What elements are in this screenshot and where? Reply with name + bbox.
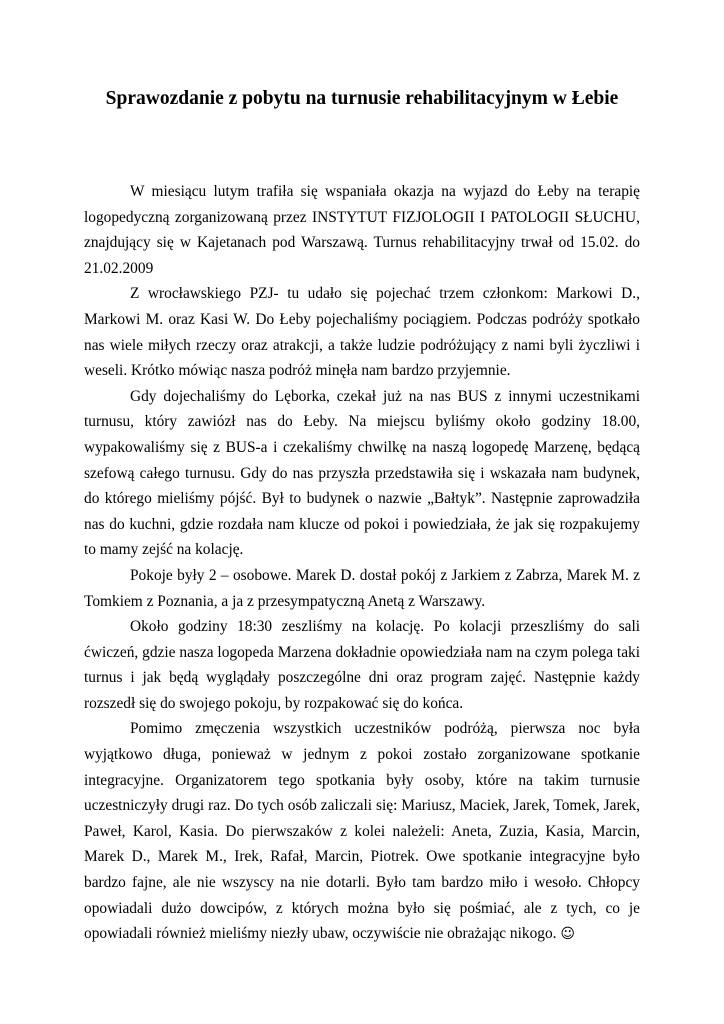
paragraph-intro: W miesiącu lutym trafiła się wspaniała okazja na wyjazd do Łeby na terapię logopedyczną zorganizowaną przez INSTYTUT FIZJOLOGII I PATOLOGII SŁUCHU, znajdujący się w Kajetanach pod Warszawą. Turnus rehabilitacyjny trwał od 15.02. do 21.02.2009 bbox=[84, 183, 640, 277]
paragraph-first-night-text: Pomimo zmęczenia wszystkich uczestników podróżą, pierwsza noc była wyjątkowo długa, ponieważ w jednym z pokoi zostało zorganizowane spotkanie integracyjne. Organizatorem tego spotkania były osoby, które na takim turnusie uczestniczyły drugi raz. Do tych osób zaliczali się: Mariusz, Maciek, Jarek, Tomek, Jarek, Paweł, Karol, Kasia. Do pierwszaków z kolei należeli: Aneta, Zuzia, Kasia, Marcin, Marek D., Marek M., Irek, Rafał, Marcin, Piotrek. Owe spotkanie integracyjne było bardzo fajne, ale nie wszyscy na nie dotarli. Było tam bardzo miło i wesoło. Chłopcy opowiadali dużo dowcipów, z których można było się pośmiać, ale z tych, co je opowiadali również mieliśmy niezły ubaw, oczywiście nie obrażając nikogo. bbox=[84, 720, 640, 943]
document-title: Sprawozdanie z pobytu na turnusie rehabilitacyjnym w Łebie bbox=[105, 88, 619, 109]
paragraph-rooms: Pokoje były 2 – osobowe. Marek D. dostał pokój z Jarkiem z Zabrza, Marek M. z Tomkiem z Poznania, a ja z przesympatyczną Anetą z Warszawy. bbox=[84, 566, 640, 610]
document-body bbox=[84, 179, 640, 948]
paragraph-first-night bbox=[84, 716, 640, 947]
smiley-icon: ☺ bbox=[560, 926, 576, 943]
paragraph-supper: Około godziny 18:30 zeszliśmy na kolację. Po kolacji przeszliśmy do sali ćwiczeń, gdzie nasza logopeda Marzena dokładnie opowiedziała nam na czym polega taki turnus i jak będą wyglądały poszczególne dni oraz program zajęć. Następnie każdy rozszedł się do swojego pokoju, by rozpakować się do końca. bbox=[84, 618, 640, 712]
paragraph-travel: Z wrocławskiego PZJ- tu udało się pojechać trzem członkom: Markowi D., Markowi M. oraz Kasi W. Do Łeby pojechaliśmy pociągiem. Podczas podróży spotkało nas wiele miłych rzeczy oraz atrakcji, a także ludzie podróżujący z nami byli życzliwi i weseli. Krótko mówiąc nasza podróż minęła nam bardzo przyjemnie. bbox=[84, 285, 640, 380]
paragraph-arrival: Gdy dojechaliśmy do Lęborka, czekał już na nas BUS z innymi uczestnikami turnusu, który zawiózł nas do Łeby. Na miejscu byliśmy około godziny 18.00, wypakowaliśmy się z BUS-a i czekaliśmy chwilkę na naszą logopedę Marzenę, będącą szefową całego turnusu. Gdy do nas przyszła przedstawiła się i wskazała nam budynek, do którego mieliśmy pójść. Był to budynek o nazwie „Bałtyk”. Następnie zaprowadziła nas do kuchni, gdzie rozdała nam klucze od pokoi i powiedziała, że jak się rozpakujemy to mamy zejść na kolację. bbox=[84, 387, 640, 559]
